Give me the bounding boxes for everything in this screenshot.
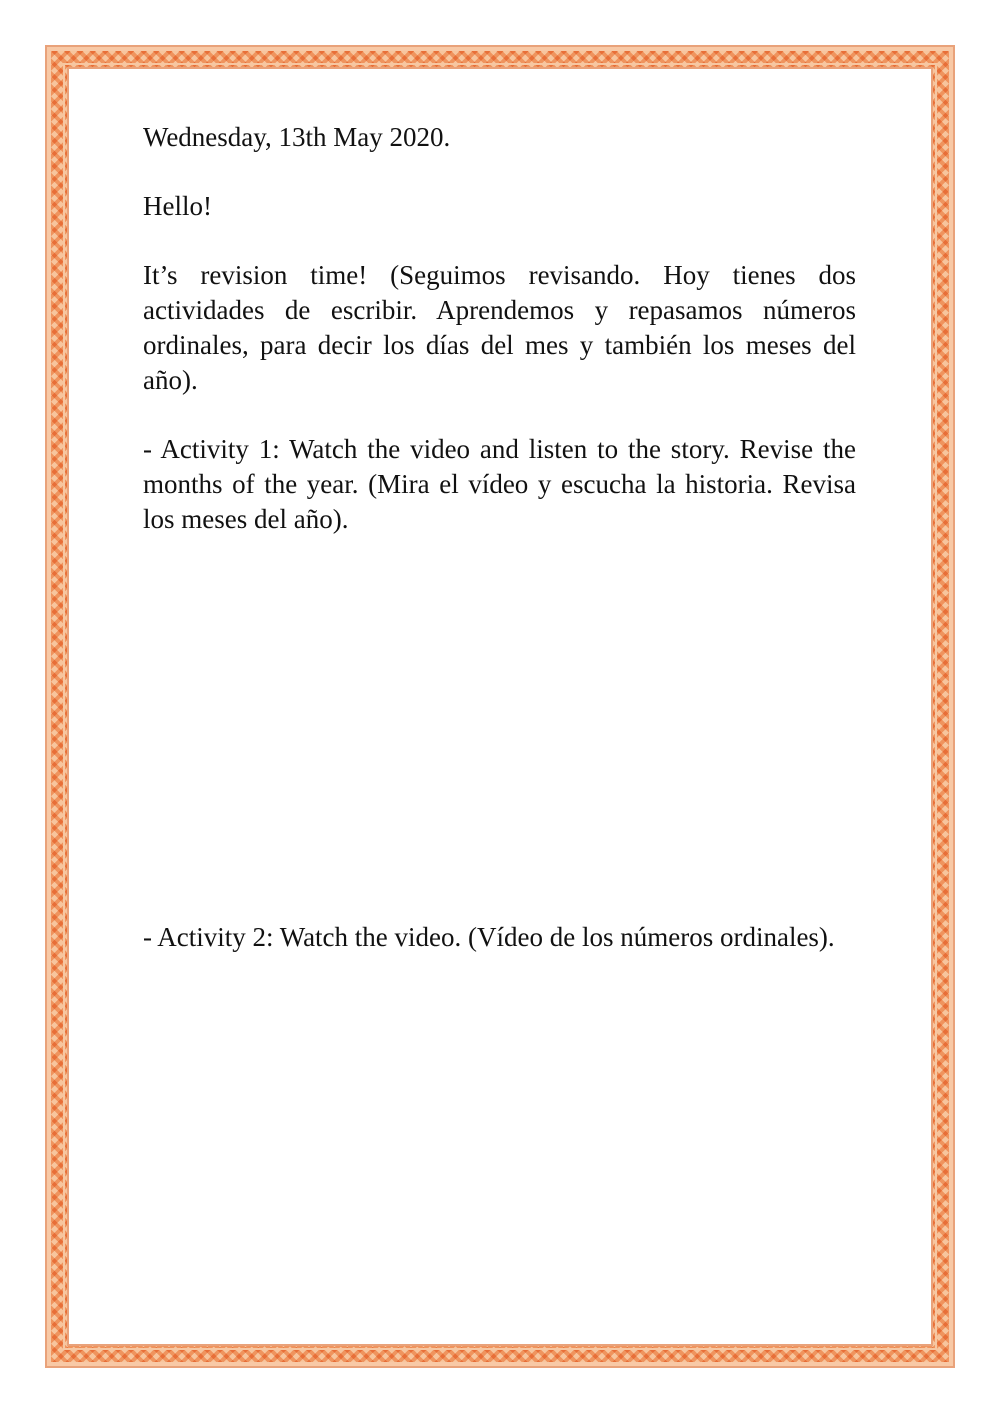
greeting: Hello! (143, 191, 212, 221)
activity-1: - Activity 1: Watch the video and listen to the story. Revise the months of the year. (Mira el vídeo y escucha la historia. Revisa los meses del año). (143, 434, 856, 534)
document-content (143, 120, 856, 571)
intro-paragraph: It’s revision time! (Seguimos revisando. Hoy tienes dos actividades de escribir. Aprendemos y repasamos números ordinales, para decir los días del mes y también los meses del año). (143, 260, 856, 395)
date-line: Wednesday, 13th May 2020. (143, 122, 451, 152)
activity-2: - Activity 2: Watch the video. (Vídeo de los números ordinales). (143, 922, 835, 952)
